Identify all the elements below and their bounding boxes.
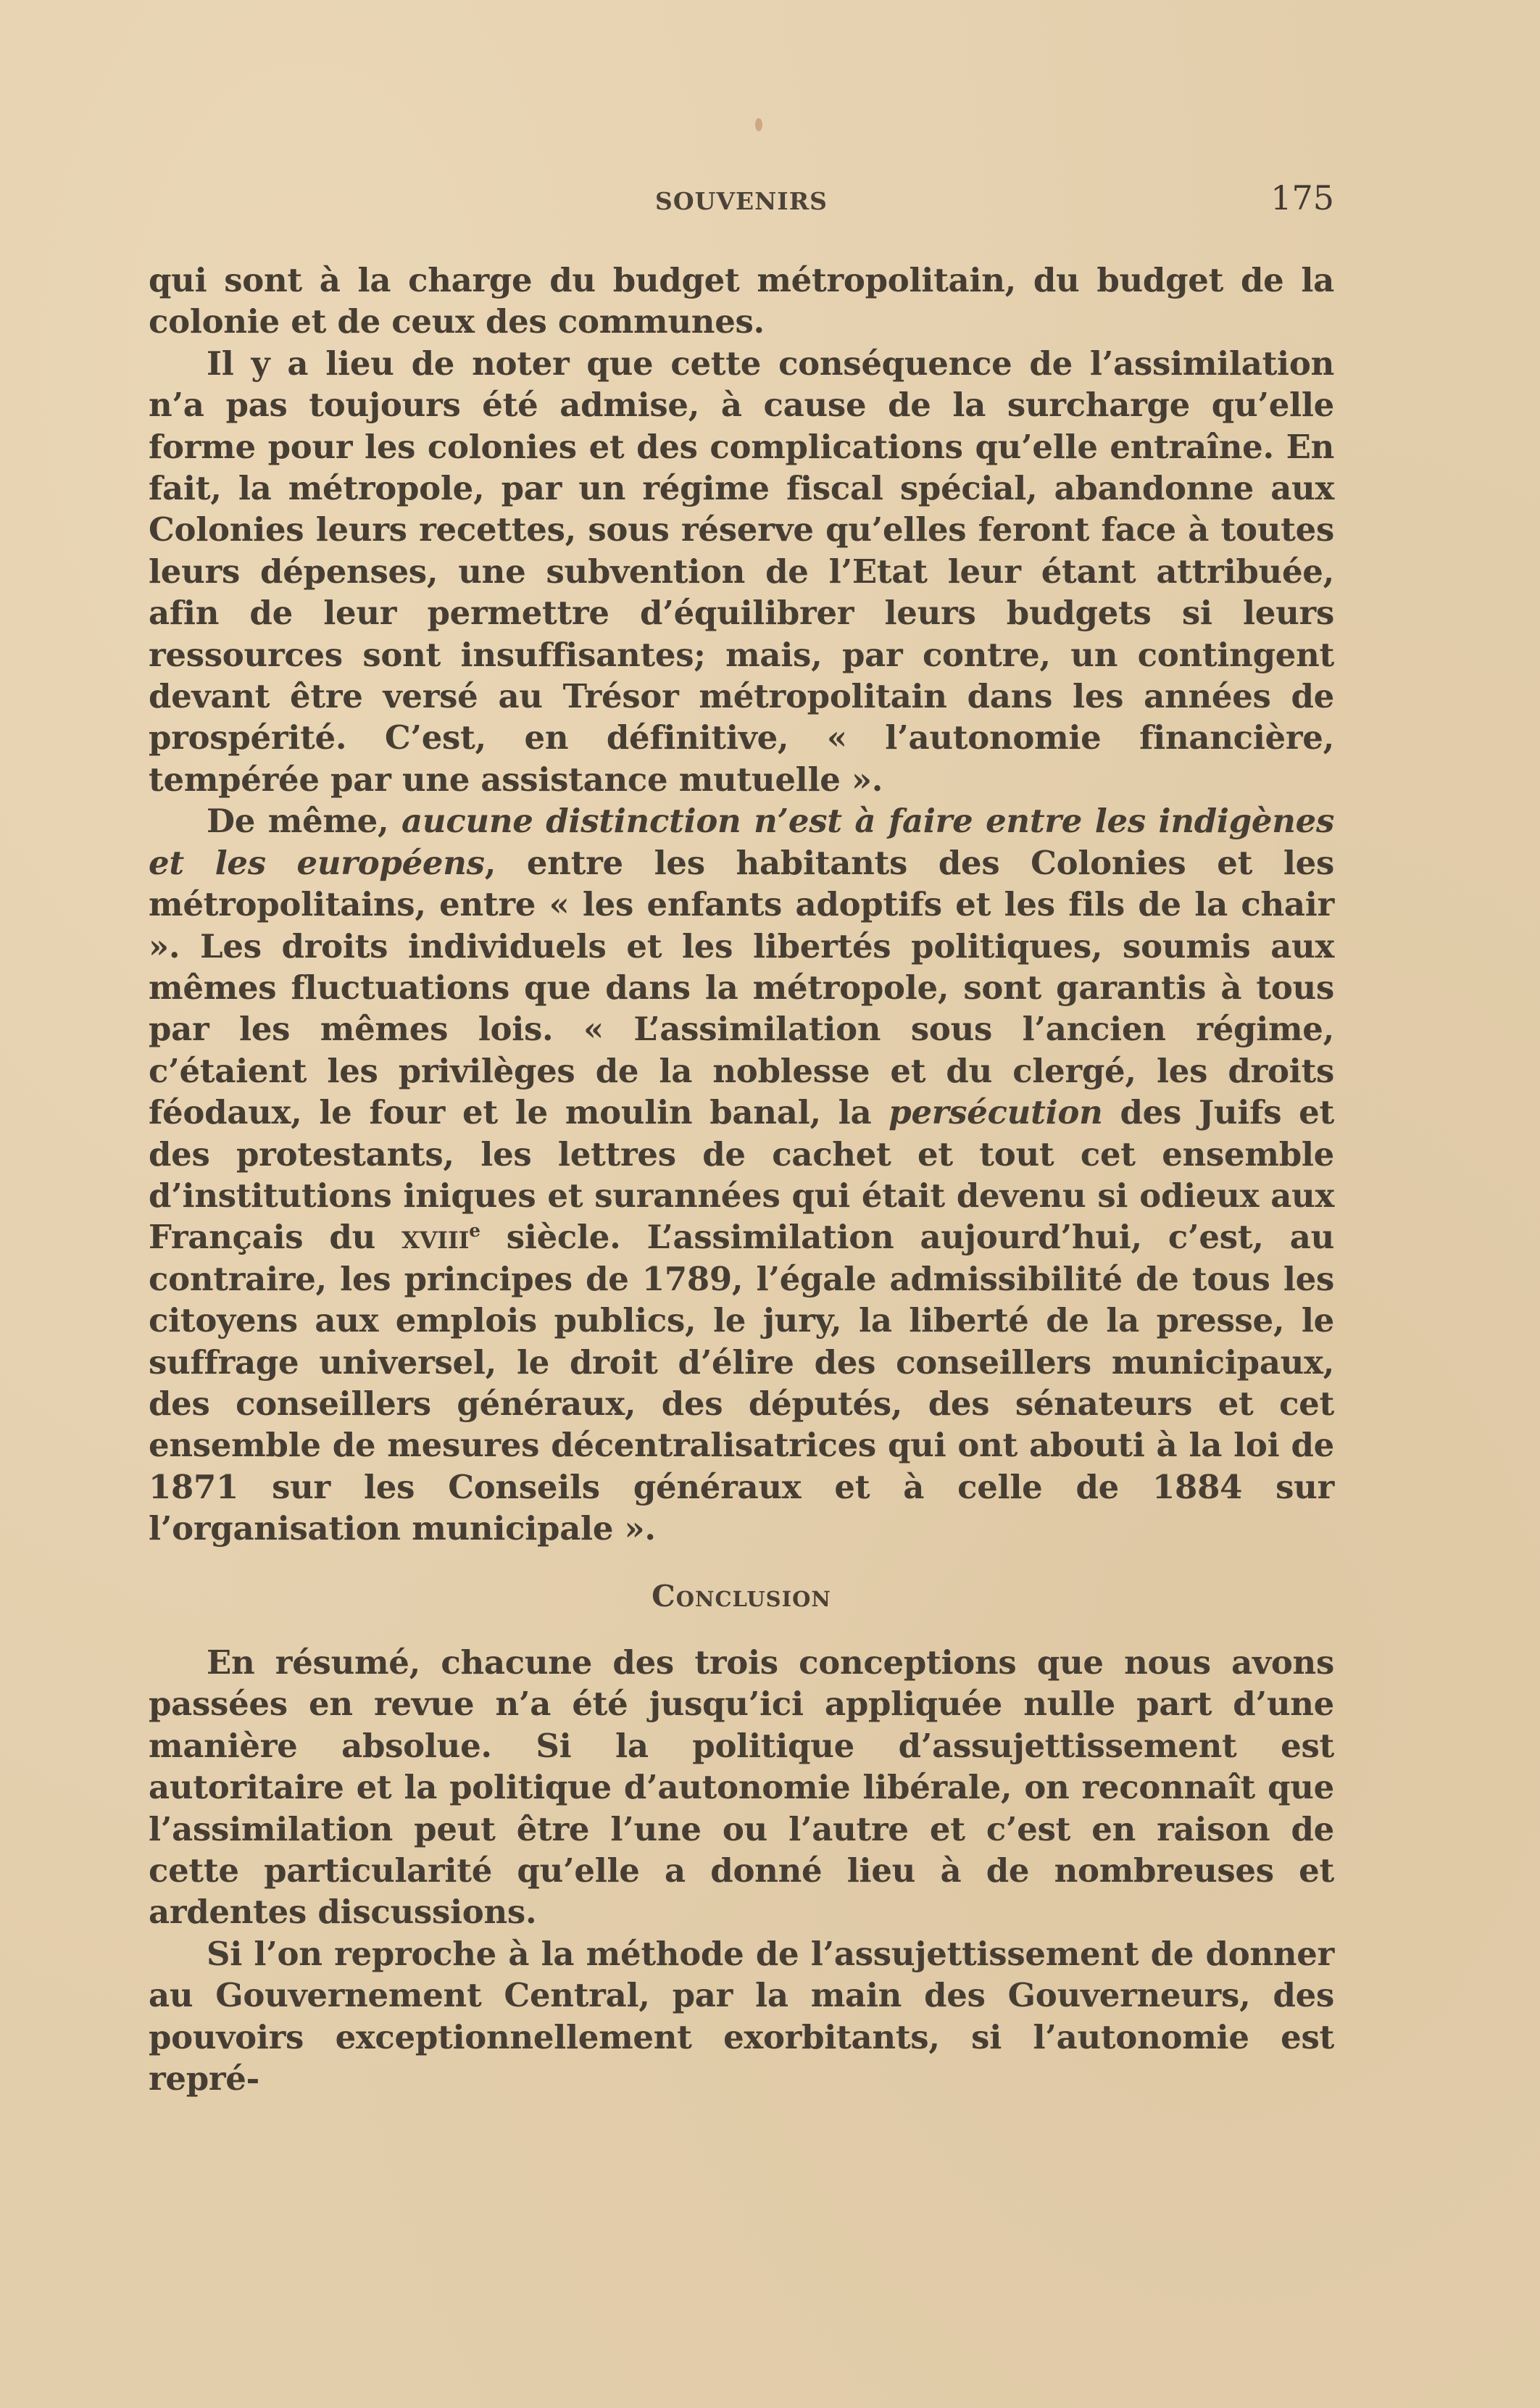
text-run: De même, bbox=[207, 802, 402, 841]
book-page bbox=[149, 174, 1334, 2099]
text-run: qui sont à la charge du budget métropolitain, du budget de la colonie et de ceux des communes. bbox=[149, 261, 1334, 341]
text-run: , entre les habitants des Colonies et les métropolitains, entre « les enfants adoptifs et les fils de la chair ». Les droits individuels et les libertés politiques, soumis aux mêmes fluctuations que dans la métropole, sont garantis à tous par les mêmes lois. « L’assimilation sous l’ancien régime, c’étaient les privilèges de la noblesse et du clergé, les droits féodaux, le four et le moulin banal, la bbox=[149, 843, 1334, 1132]
section-heading: Conclusion bbox=[652, 1578, 831, 1614]
paragraph bbox=[149, 1642, 1334, 1933]
italic-text: persécution bbox=[888, 1093, 1103, 1132]
paper-blemish bbox=[755, 118, 762, 131]
page-number: 175 bbox=[1270, 178, 1334, 217]
paragraph bbox=[149, 343, 1334, 800]
text-run: siècle. L’assimilation aujourd’hui, c’est, au contraire, les principes de 1789, l’égale admissibilité de tous les citoyens aux emplois publics, le jury, la liberté de la presse, le suffrage universel, le droit d’élire des conseillers municipaux, des conseillers généraux, des députés, des sénateurs et cet ensemble de mesures décentralisatrices qui ont abouti à la loi de 1871 sur les Conseils généraux et à celle de 1884 sur l’organisation municipale ». bbox=[149, 1218, 1334, 1548]
italic-text: aucune distinction n’est à faire entre les indigènes et les européens bbox=[149, 802, 1334, 882]
text-run: des Juifs et des protestants, les lettres de cachet et tout cet ensemble d’institutions iniques et surannées qui était devenu si odieux aux Français du bbox=[149, 1093, 1334, 1257]
running-title: SOUVENIRS bbox=[655, 187, 828, 215]
text-run: Il y a lieu de noter que cette conséquence de l’assimilation n’a pas toujours été admise, à cause de la surcharge qu’elle forme pour les colonies et des complications qu’elle entraîne. En fait, la métropole, par un régime fiscal spécial, abandonne aux Colonies leurs recettes, sous réserve qu’elles feront face à toutes leurs dépenses, une subvention de l’Etat leur étant attribuée, afin de leur permettre d’équilibrer leurs budgets si leurs ressources sont insuffisantes; mais, par contre, un contingent devant être versé au Trésor métropolitain dans les années de prospérité. C’est, en définitive, « l’autonomie financière, tempérée par une assistance mutuelle ». bbox=[149, 344, 1334, 799]
superscript-text: e bbox=[469, 1220, 480, 1242]
smallcaps-text: xviii bbox=[401, 1218, 470, 1257]
paragraph bbox=[149, 260, 1334, 343]
paragraph bbox=[149, 800, 1334, 1549]
running-head bbox=[149, 174, 1334, 225]
paragraph bbox=[149, 1933, 1334, 2100]
text-run: En résumé, chacune des trois conceptions que nous avons passées en revue n’a été jusqu’ici appliquée nulle part d’une manière absolue. Si la politique d’assujettissement est autoritaire et la politique d’autonomie libérale, on reconnaît que l’assimilation peut être l’une ou l’autre et c’est en raison de cette particularité qu’elle a donné lieu à de nombreuses et ardentes discussions. bbox=[149, 1643, 1334, 1932]
text-run: Si l’on reproche à la méthode de l’assujettissement de donner au Gouvernement Central, par la main des Gouverneurs, des pouvoirs exceptionnellement exorbitants, si l’autonomie est repré- bbox=[149, 1934, 1334, 2098]
body-text bbox=[149, 260, 1334, 2099]
